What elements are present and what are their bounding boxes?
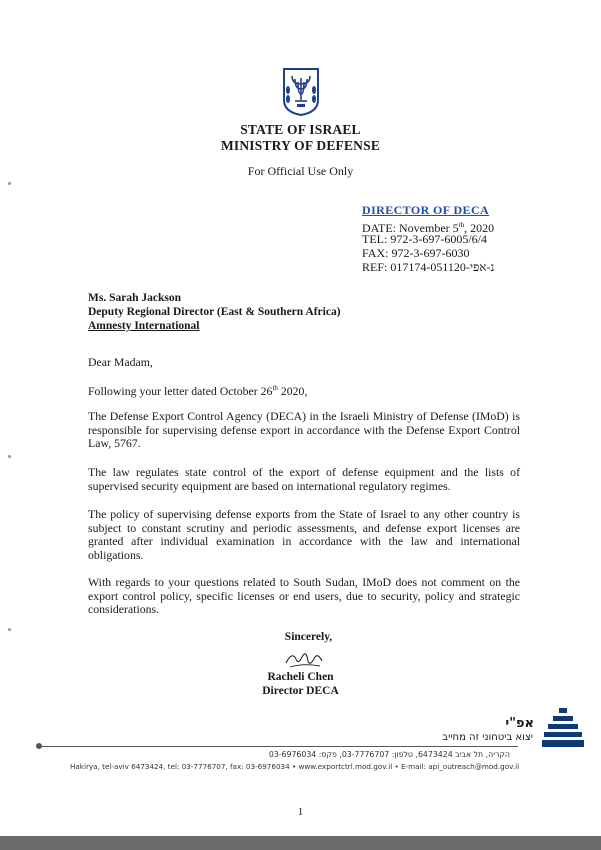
paragraph-reference-text: Following your letter dated October 26 [88,383,273,398]
state-name: STATE OF ISRAEL [240,122,361,137]
signature-icon [282,647,328,671]
scan-edge-bar [0,836,601,850]
closing-sincerely: Sincerely, [284,631,333,643]
footer-divider [40,746,518,747]
paragraph-reference [88,382,520,399]
logo-name: אפ"י [505,716,534,731]
date-year: , 2020 [464,221,495,235]
classification-label: For Official Use Only [247,164,354,178]
sender-fax: FAX: 972-3-697-6030 [362,246,470,260]
date-superscript: th [458,221,465,229]
logo-slogan: יצוא ביטחוני זה מחייב [442,732,533,743]
sender-title: DIRECTOR OF DECA [362,203,490,217]
footer-english-address: Hakirya, tel-aviv 6473424, tel: 03-7776707, fax: 03-6976034 • www.exportctrl.mod.gov.il • E-mail: api_outreach@mod.gov.il [70,762,520,771]
page-number: 1 [297,806,304,818]
recipient-organization: Amnesty International [88,320,200,332]
scan-speck [8,182,11,185]
sender-tel: TEL: 972-3-697-6005/6/4 [362,232,487,246]
footer-hebrew-address: הקריה, תל אביב 6473424, טלפון: 03-7776707, פקס: 03-6976034 [268,750,510,759]
salutation: Dear Madam, [88,355,153,369]
scan-speck [8,455,11,458]
paragraph-deca-role: The Defense Export Control Agency (DECA) in the Israeli Ministry of Defense (IMoD) is responsible for supervising defense export in accordance with the Defense Export Control Law, 5767. [88,409,520,451]
signatory-title: Director DECA [262,685,339,697]
recipient-name: Ms. Sarah Jackson [88,292,181,304]
recipient-position: Deputy Regional Director (East & Southern Africa) [88,306,341,318]
paragraph-policy: The policy of supervising defense exports from the State of Israel to any other country is subject to constant scrutiny and periodic assessments, and defense export licenses are granted after individual examination in accordance with the law and international obligations. [88,507,520,562]
deca-logo-icon [540,706,586,750]
reference-number: REF: 017174-051120-נ-אפי [362,260,495,274]
ministry-name: MINISTRY OF DEFENSE [220,138,381,153]
signatory-name: Racheli Chen [267,671,334,683]
state-emblem-icon [281,66,321,116]
paragraph-reference-year: 2020, [277,383,308,398]
date-text: DATE: November 5 [362,221,459,235]
paragraph-law: The law regulates state control of the export of defense equipment and the lists of supervised security equipment are based on international regulatory regimes. [88,465,520,493]
paragraph-south-sudan: With regards to your questions related to South Sudan, IMoD does not comment on the export control policy, specific licenses or end users, due to security, policy and strategic considerations. [88,575,520,617]
paragraph-reference-sup: th [272,384,278,392]
